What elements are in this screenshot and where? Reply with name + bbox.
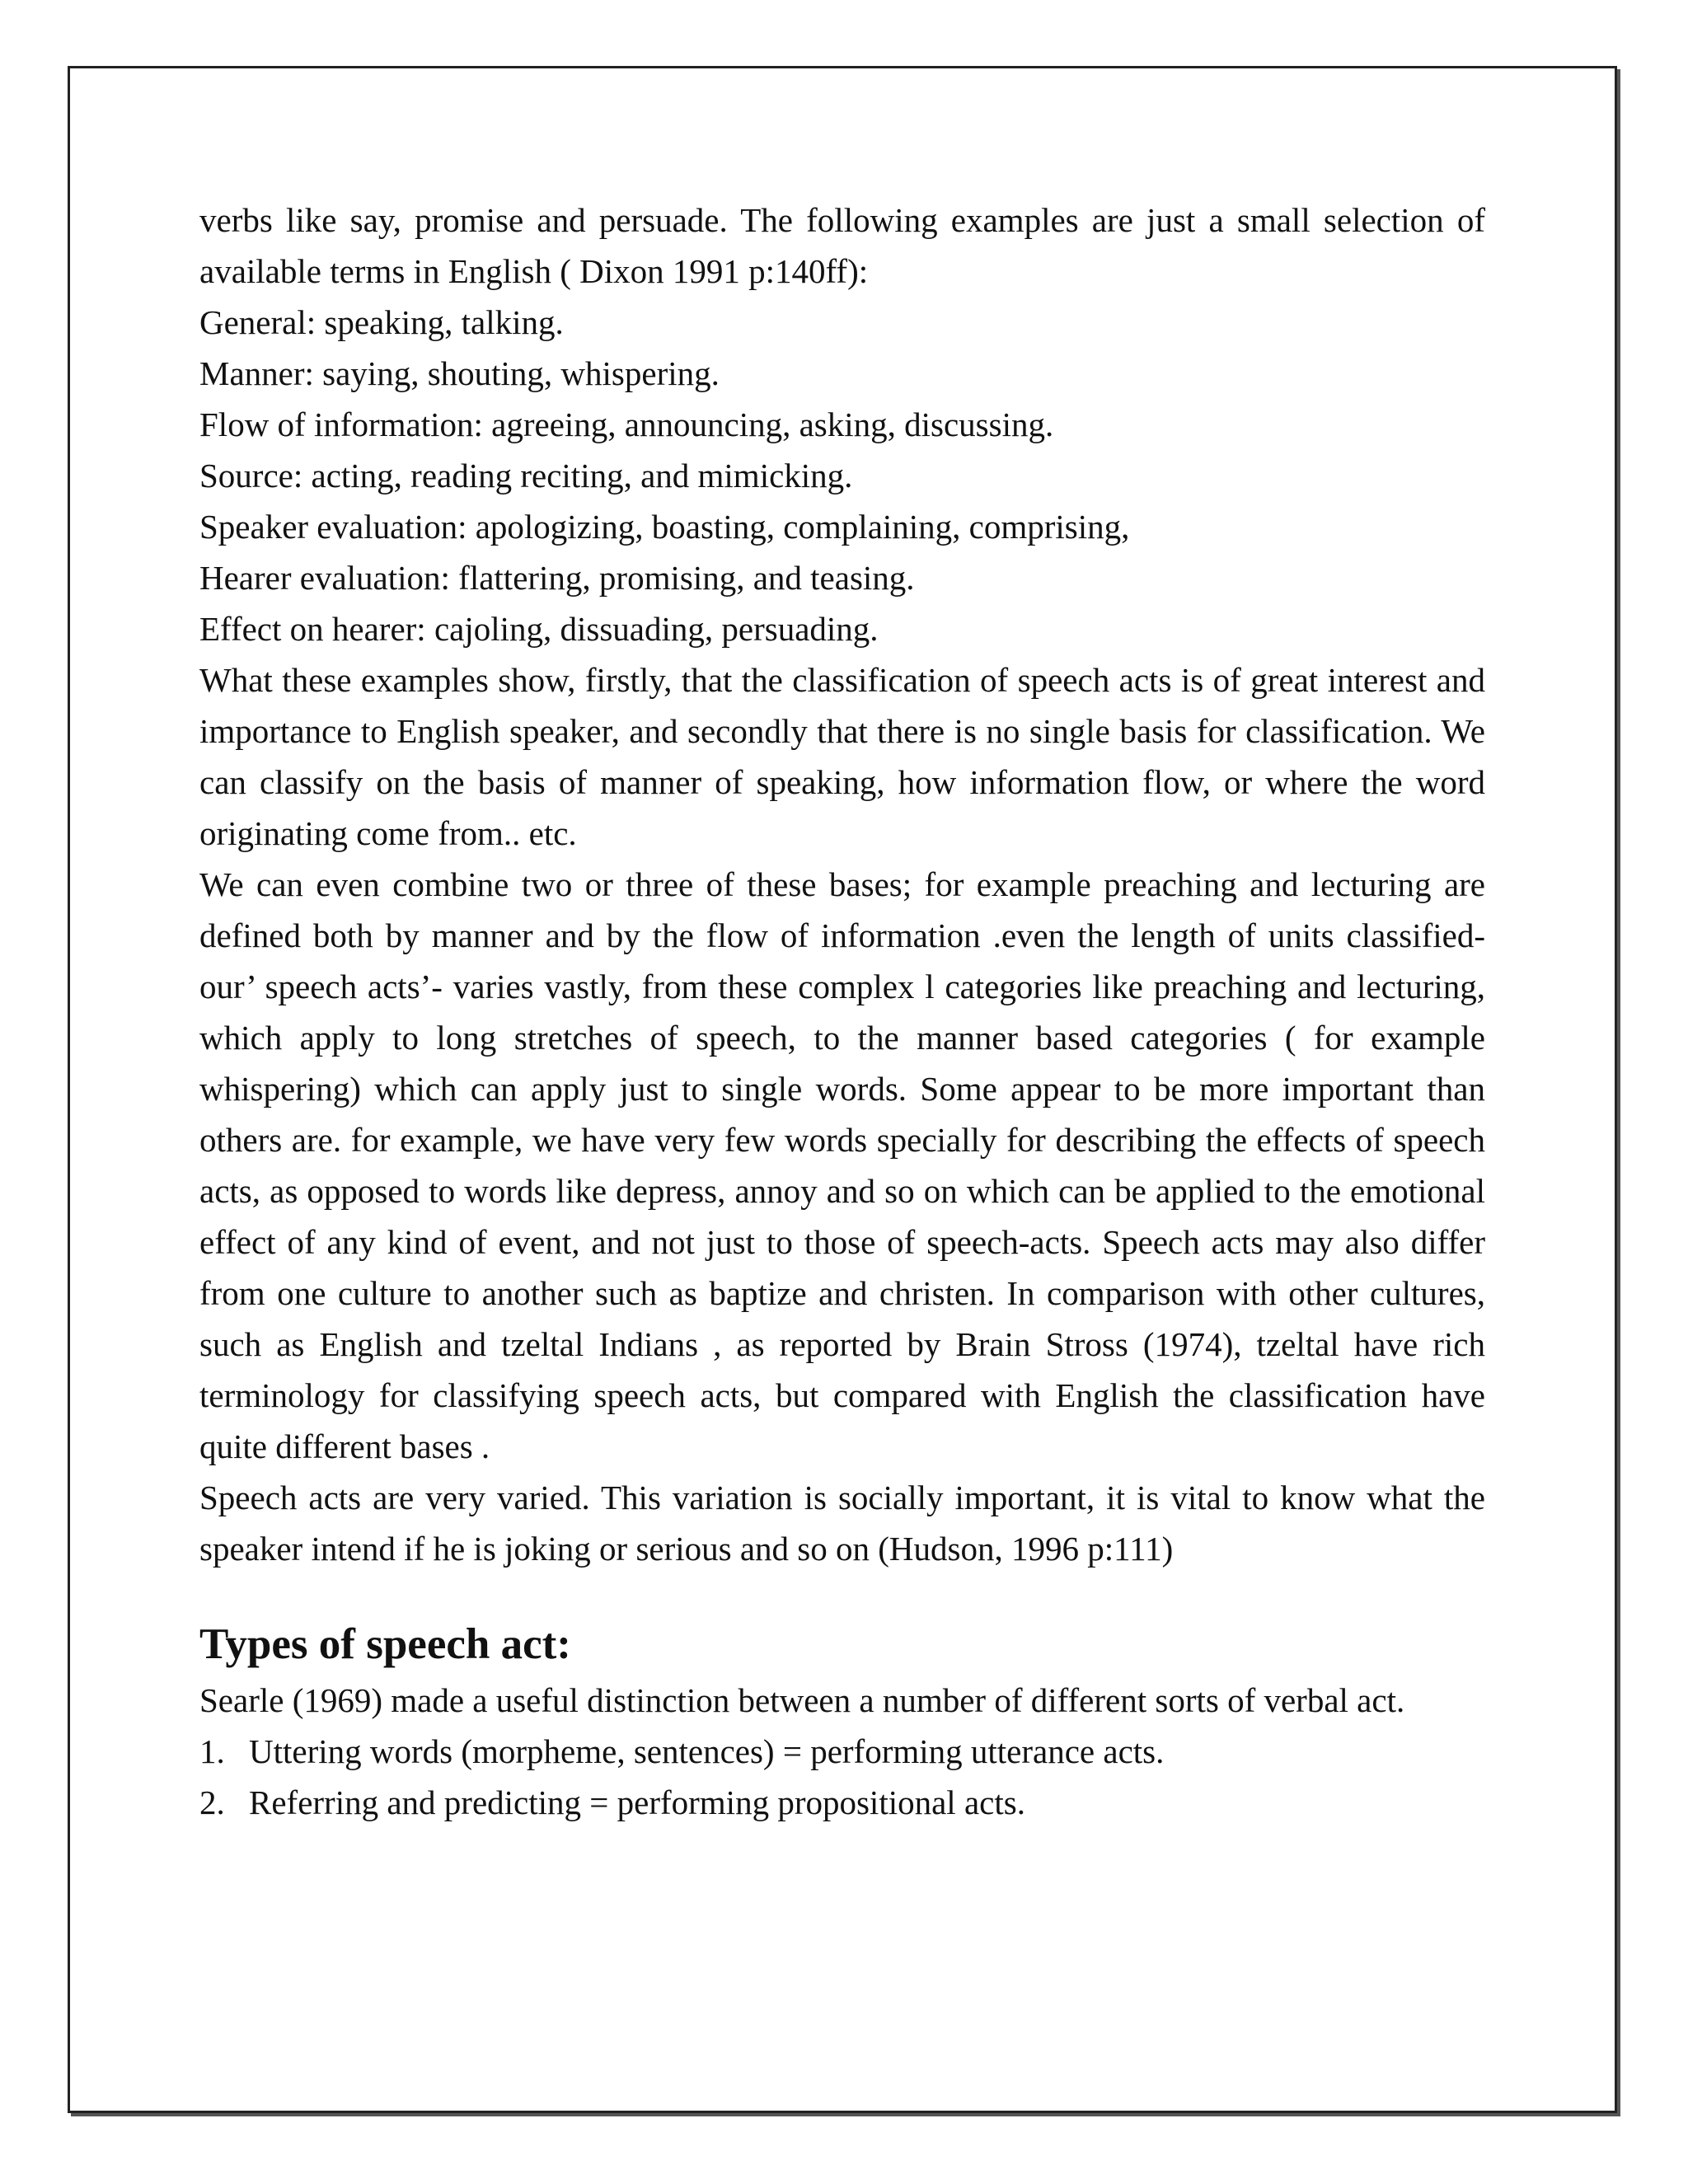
paragraph-variation: Speech acts are very varied. This variation is socially important, it is vital to know what the speaker intend if he is joking or serious and so on (Hudson, 1996 p:111) [199, 1479, 1485, 1568]
category-manner: Manner: saying, shouting, whispering. [199, 354, 720, 392]
list-number: 2. [199, 1783, 225, 1821]
category-speaker-evaluation: Speaker evaluation: apologizing, boasting, complaining, comprising, [199, 508, 1130, 546]
intro-paragraph: verbs like say, promise and persuade. The following examples are just a small selection of available terms in English ( Dixon 1991 p:140ff): [199, 201, 1485, 290]
paragraph-examples: What these examples show, firstly, that the classification of speech acts is of great interest and importance to English speaker, and secondly that there is no single basis for classification. We can classify on the basis of manner of speaking, how information flow, or where the word originating come from.. etc. [199, 661, 1485, 852]
category-general: General: speaking, talking. [199, 303, 564, 341]
list-text: Uttering words (morpheme, sentences) = performing utterance acts. [249, 1732, 1165, 1770]
list-text: Referring and predicting = performing propositional acts. [249, 1783, 1025, 1821]
paragraph-searle: Searle (1969) made a useful distinction between a number of different sorts of verbal act. [199, 1681, 1405, 1719]
category-hearer-evaluation: Hearer evaluation: flattering, promising, and teasing. [199, 559, 915, 597]
section-heading: Types of speech act: [199, 1620, 571, 1668]
list-number: 1. [199, 1732, 225, 1770]
category-list [199, 297, 1485, 654]
list-item [199, 1777, 1485, 1828]
list-item [199, 1726, 1485, 1777]
category-flow: Flow of information: agreeing, announcing, asking, discussing. [199, 405, 1054, 443]
category-source: Source: acting, reading reciting, and mimicking. [199, 457, 853, 494]
category-effect: Effect on hearer: cajoling, dissuading, persuading. [199, 610, 879, 648]
document-body [199, 194, 1485, 1828]
numbered-list [199, 1726, 1485, 1828]
paragraph-combine: We can even combine two or three of these bases; for example preaching and lecturing are defined both by manner and by the flow of information .even the length of units classified- our’ speech acts’- varies vastly, from these complex l categories like preaching and lecturing, which apply to long stretches of speech, to the manner based categories ( for example whispering) which can apply just to single words. Some appear to be more important than others are. for example, we have very few words specially for describing the effects of speech acts, as opposed to words like depress, annoy and so on which can be applied to the emotional effect of any kind of event, and not just to those of speech-acts. Speech acts may also differ from one culture to another such as baptize and christen. In comparison with other cultures, such as English and tzeltal Indians , as reported by Brain Stross (1974), tzeltal have rich terminology for classifying speech acts, but compared with English the classification have quite different bases . [199, 865, 1485, 1465]
